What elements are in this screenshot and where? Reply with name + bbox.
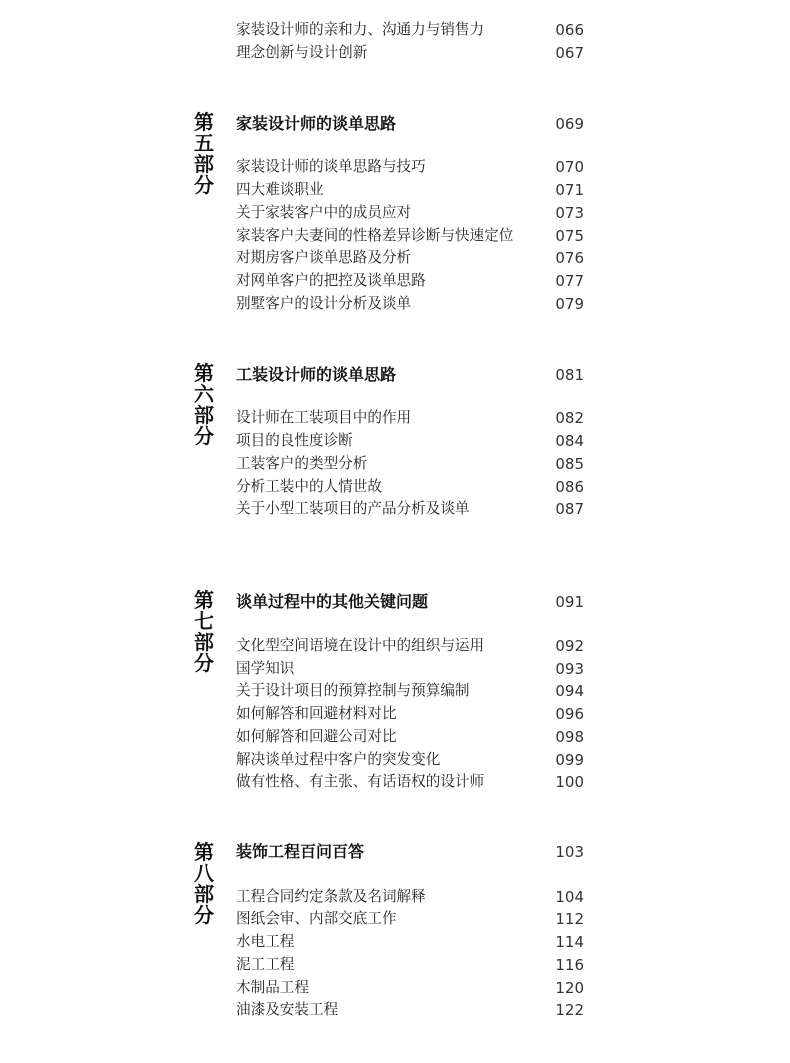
- entry-page-number: 120: [555, 979, 584, 997]
- toc-entry: [236, 1000, 586, 1020]
- entry-title: 家装客户夫妻间的性格差异诊断与快速定位: [236, 227, 514, 244]
- part-label: 第 八 部 分: [194, 840, 214, 927]
- toc-entry: [236, 932, 586, 952]
- entry-title: 解决谈单过程中客户的突发变化: [236, 751, 441, 768]
- part-heading: [236, 114, 586, 134]
- entry-page-number: 073: [555, 204, 584, 222]
- toc-entry: [236, 294, 586, 314]
- entry-page-number: 096: [555, 705, 584, 723]
- entry-page-number: 099: [555, 751, 584, 769]
- toc-entry: [236, 659, 586, 679]
- entry-page-number: 086: [555, 478, 584, 496]
- entry-title: 分析工装中的人情世故: [236, 478, 382, 495]
- part-heading: [236, 592, 586, 612]
- part-heading-title: 谈单过程中的其他关键问题: [236, 592, 429, 611]
- part-heading-page-number: 081: [555, 366, 584, 384]
- entry-page-number: 070: [555, 158, 584, 176]
- part-heading-title: 家装设计师的谈单思路: [236, 114, 397, 133]
- toc-entry: [236, 636, 586, 656]
- entry-page-number: 094: [555, 682, 584, 700]
- part-label: 第 七 部 分: [194, 588, 214, 675]
- entry-page-number: 075: [555, 227, 584, 245]
- toc-entry: [236, 454, 586, 474]
- part-heading-title: 装饰工程百问百答: [236, 842, 365, 861]
- entry-title: 工程合同约定条款及名词解释: [236, 888, 426, 905]
- toc-entry: [236, 180, 586, 200]
- toc-entry: [236, 978, 586, 998]
- toc-entry: [236, 408, 586, 428]
- toc-entry: [236, 20, 586, 40]
- entry-title: 泥工工程: [236, 956, 295, 973]
- entry-title: 如何解答和回避公司对比: [236, 728, 397, 745]
- entry-title: 对期房客户谈单思路及分析: [236, 249, 412, 266]
- entry-title: 国学知识: [236, 660, 295, 677]
- entry-page-number: 084: [555, 432, 584, 450]
- entry-title: 对网单客户的把控及谈单思路: [236, 272, 426, 289]
- part-heading: [236, 365, 586, 385]
- entry-title: 家装设计师的亲和力、沟通力与销售力: [236, 21, 485, 38]
- entry-page-number: 112: [555, 910, 584, 928]
- entry-page-number: 100: [555, 773, 584, 791]
- entry-page-number: 098: [555, 728, 584, 746]
- toc-entry: [236, 203, 586, 223]
- entry-page-number: 122: [555, 1001, 584, 1019]
- entry-title: 关于设计项目的预算控制与预算编制: [236, 682, 470, 699]
- toc-entry: [236, 477, 586, 497]
- toc-entry: [236, 226, 586, 246]
- entry-page-number: 076: [555, 249, 584, 267]
- toc-entry: [236, 772, 586, 792]
- entry-page-number: 116: [555, 956, 584, 974]
- toc-entry: [236, 750, 586, 770]
- entry-page-number: 066: [555, 21, 584, 39]
- entry-title: 如何解答和回避材料对比: [236, 705, 397, 722]
- part-heading-page-number: 069: [555, 115, 584, 133]
- entry-title: 木制品工程: [236, 979, 309, 996]
- entry-title: 理念创新与设计创新: [236, 44, 368, 61]
- entry-page-number: 082: [555, 409, 584, 427]
- toc-entry: [236, 248, 586, 268]
- entry-title: 四大难谈职业: [236, 181, 324, 198]
- toc-entry: [236, 43, 586, 63]
- toc-entry: [236, 271, 586, 291]
- entry-page-number: 085: [555, 455, 584, 473]
- entry-page-number: 114: [555, 933, 584, 951]
- toc-entry: [236, 727, 586, 747]
- part-heading-page-number: 103: [555, 843, 584, 861]
- toc-entry: [236, 704, 586, 724]
- entry-page-number: 077: [555, 272, 584, 290]
- part-label: 第 五 部 分: [194, 110, 214, 197]
- part-heading-page-number: 091: [555, 593, 584, 611]
- entry-page-number: 079: [555, 295, 584, 313]
- entry-title: 水电工程: [236, 933, 295, 950]
- entry-title: 工装客户的类型分析: [236, 455, 368, 472]
- toc-entry: [236, 955, 586, 975]
- entry-title: 油漆及安装工程: [236, 1001, 339, 1018]
- entry-title: 文化型空间语境在设计中的组织与运用: [236, 637, 485, 654]
- entry-title: 图纸会审、内部交底工作: [236, 910, 397, 927]
- part-heading: [236, 842, 586, 862]
- toc-entry: [236, 887, 586, 907]
- part-label: 第 六 部 分: [194, 361, 214, 448]
- toc-entry: [236, 681, 586, 701]
- toc-entry: [236, 499, 586, 519]
- entry-title: 关于小型工装项目的产品分析及谈单: [236, 500, 470, 517]
- entry-title: 别墅客户的设计分析及谈单: [236, 295, 412, 312]
- entry-page-number: 087: [555, 500, 584, 518]
- toc-entry: [236, 909, 586, 929]
- entry-page-number: 071: [555, 181, 584, 199]
- entry-title: 关于家装客户中的成员应对: [236, 204, 412, 221]
- entry-page-number: 092: [555, 637, 584, 655]
- entry-title: 家装设计师的谈单思路与技巧: [236, 158, 426, 175]
- entry-page-number: 093: [555, 660, 584, 678]
- entry-page-number: 067: [555, 44, 584, 62]
- toc-entry: [236, 431, 586, 451]
- entry-title: 项目的良性度诊断: [236, 432, 353, 449]
- toc-entry: [236, 157, 586, 177]
- entry-title: 做有性格、有主张、有话语权的设计师: [236, 773, 485, 790]
- entry-page-number: 104: [555, 888, 584, 906]
- entry-title: 设计师在工装项目中的作用: [236, 409, 412, 426]
- part-heading-title: 工装设计师的谈单思路: [236, 365, 397, 384]
